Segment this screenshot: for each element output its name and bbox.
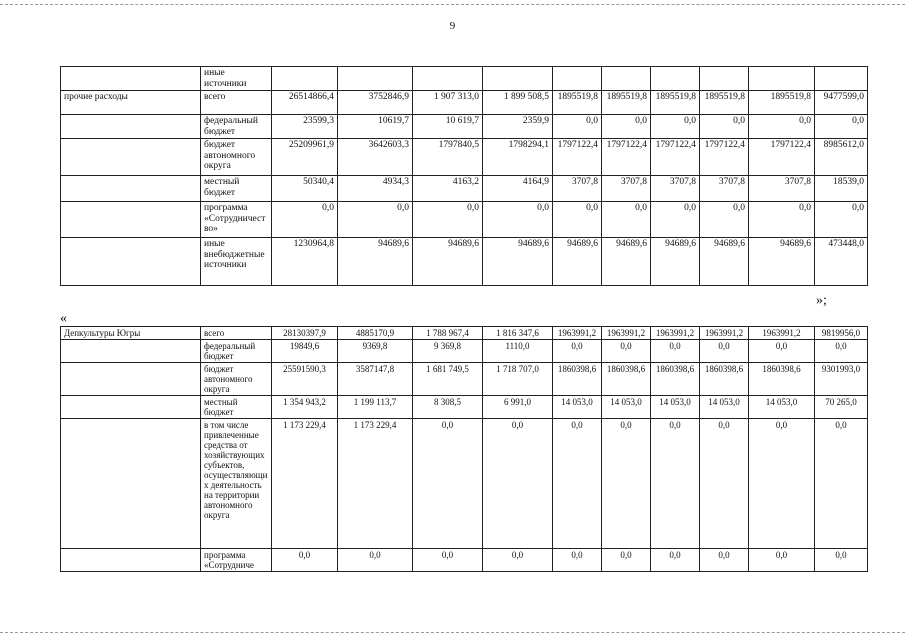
value-cell: 0,0: [700, 115, 749, 139]
value-cell: 0,0: [602, 202, 651, 238]
row-label: [61, 396, 201, 419]
table-row: [61, 202, 868, 238]
value-cell: 0,0: [413, 549, 483, 572]
value-cell: 1860398,6: [749, 363, 815, 396]
value-cell: 0,0: [553, 202, 602, 238]
table-row: [61, 549, 868, 572]
value-cell: 0,0: [700, 340, 749, 363]
value-cell: 18539,0: [815, 176, 868, 202]
value-cell: 1797122,4: [602, 139, 651, 176]
value-cell: 2359,9: [483, 115, 553, 139]
value-cell: 0,0: [651, 419, 700, 549]
value-cell: 23599,3: [272, 115, 338, 139]
table-row: [61, 363, 868, 396]
value-cell: 1963991,2: [602, 327, 651, 340]
value-cell: 1 899 508,5: [483, 91, 553, 115]
value-cell: 14 053,0: [553, 396, 602, 419]
value-cell: 94689,6: [749, 238, 815, 286]
value-cell: 0,0: [483, 419, 553, 549]
value-cell: 1963991,2: [700, 327, 749, 340]
value-cell: 0,0: [700, 549, 749, 572]
value-cell: 4885170,9: [338, 327, 413, 340]
value-cell: 0,0: [602, 419, 651, 549]
value-cell: 1797122,4: [553, 139, 602, 176]
funding-source: федеральный бюджет: [201, 340, 272, 363]
value-cell: 28130397,9: [272, 327, 338, 340]
value-cell: 14 053,0: [749, 396, 815, 419]
value-cell: 3707,8: [651, 176, 700, 202]
value-cell: 10 619,7: [413, 115, 483, 139]
row-label: [61, 238, 201, 286]
row-label: [61, 115, 201, 139]
row-label: [61, 419, 201, 549]
funding-source: иные источники: [201, 67, 272, 91]
value-cell: 0,0: [602, 549, 651, 572]
value-cell: 1797122,4: [700, 139, 749, 176]
table-row: [61, 67, 868, 91]
value-cell: 0,0: [483, 202, 553, 238]
funding-source: всего: [201, 91, 272, 115]
value-cell: 1860398,6: [651, 363, 700, 396]
value-cell: 0,0: [338, 202, 413, 238]
scan-edge-top: [0, 4, 905, 5]
expenses-table-continued: [60, 66, 868, 286]
value-cell: [815, 67, 868, 91]
value-cell: 9819956,0: [815, 327, 868, 340]
funding-source: бюджет автономного округа: [201, 139, 272, 176]
value-cell: 94689,6: [700, 238, 749, 286]
value-cell: 1895519,8: [602, 91, 651, 115]
row-label: [61, 139, 201, 176]
value-cell: 0,0: [815, 340, 868, 363]
value-cell: 9369,8: [338, 340, 413, 363]
value-cell: 6 991,0: [483, 396, 553, 419]
closing-quote: »;: [816, 293, 827, 308]
row-label: [61, 67, 201, 91]
value-cell: 1797122,4: [651, 139, 700, 176]
value-cell: 0,0: [815, 202, 868, 238]
depkultury-table: [60, 326, 868, 572]
row-label: [61, 202, 201, 238]
value-cell: 1963991,2: [553, 327, 602, 340]
value-cell: 1895519,8: [749, 91, 815, 115]
value-cell: 1798294,1: [483, 139, 553, 176]
page-number: 9: [449, 20, 456, 32]
value-cell: 3587147,8: [338, 363, 413, 396]
value-cell: [338, 67, 413, 91]
value-cell: 94689,6: [602, 238, 651, 286]
value-cell: 4164,9: [483, 176, 553, 202]
opening-quote: «: [60, 311, 67, 326]
table-row: [61, 176, 868, 202]
value-cell: 70 265,0: [815, 396, 868, 419]
value-cell: 0,0: [700, 202, 749, 238]
table-row: [61, 139, 868, 176]
value-cell: 1895519,8: [553, 91, 602, 115]
value-cell: 8985612,0: [815, 139, 868, 176]
value-cell: 3707,8: [749, 176, 815, 202]
value-cell: 0,0: [413, 419, 483, 549]
value-cell: 3707,8: [700, 176, 749, 202]
value-cell: 10619,7: [338, 115, 413, 139]
table-row: [61, 91, 868, 115]
value-cell: 94689,6: [553, 238, 602, 286]
value-cell: 1 788 967,4: [413, 327, 483, 340]
value-cell: 0,0: [749, 202, 815, 238]
value-cell: 1797840,5: [413, 139, 483, 176]
value-cell: [272, 67, 338, 91]
value-cell: 0,0: [553, 549, 602, 572]
value-cell: 0,0: [553, 340, 602, 363]
value-cell: [483, 67, 553, 91]
funding-source: программа «Сотрудниче: [201, 549, 272, 572]
value-cell: 0,0: [749, 340, 815, 363]
funding-source: бюджет автономного округа: [201, 363, 272, 396]
value-cell: 9301993,0: [815, 363, 868, 396]
funding-source: местный бюджет: [201, 396, 272, 419]
funding-source: иные внебюджетные источники: [201, 238, 272, 286]
value-cell: 0,0: [651, 202, 700, 238]
value-cell: [651, 67, 700, 91]
value-cell: 0,0: [602, 115, 651, 139]
value-cell: 26514866,4: [272, 91, 338, 115]
row-label: [61, 340, 201, 363]
table-row: [61, 396, 868, 419]
value-cell: [602, 67, 651, 91]
value-cell: 1 907 313,0: [413, 91, 483, 115]
value-cell: 3707,8: [553, 176, 602, 202]
value-cell: 1 173 229,4: [338, 419, 413, 549]
value-cell: 14 053,0: [700, 396, 749, 419]
value-cell: 0,0: [272, 202, 338, 238]
row-label: [61, 363, 201, 396]
funding-source: всего: [201, 327, 272, 340]
value-cell: 3752846,9: [338, 91, 413, 115]
value-cell: 0,0: [815, 419, 868, 549]
value-cell: 1860398,6: [700, 363, 749, 396]
value-cell: 9 369,8: [413, 340, 483, 363]
value-cell: [749, 67, 815, 91]
value-cell: 0,0: [602, 340, 651, 363]
value-cell: 8 308,5: [413, 396, 483, 419]
value-cell: 1 354 943,2: [272, 396, 338, 419]
value-cell: 50340,4: [272, 176, 338, 202]
value-cell: 1797122,4: [749, 139, 815, 176]
value-cell: 1 681 749,5: [413, 363, 483, 396]
value-cell: 0,0: [272, 549, 338, 572]
value-cell: 1110,0: [483, 340, 553, 363]
value-cell: 0,0: [749, 549, 815, 572]
value-cell: 19849,6: [272, 340, 338, 363]
funding-source: в том числе привлеченные средства от хозяйствующих субъектов, осуществляющих деятельность на территории автономного округа: [201, 419, 272, 549]
table-row: [61, 115, 868, 139]
value-cell: 3707,8: [602, 176, 651, 202]
value-cell: 0,0: [413, 202, 483, 238]
row-label: [61, 176, 201, 202]
value-cell: 9477599,0: [815, 91, 868, 115]
funding-source: программа «Сотрудничество»: [201, 202, 272, 238]
funding-source: местный бюджет: [201, 176, 272, 202]
value-cell: 0,0: [651, 115, 700, 139]
row-label: [61, 549, 201, 572]
value-cell: 473448,0: [815, 238, 868, 286]
value-cell: 94689,6: [413, 238, 483, 286]
value-cell: [553, 67, 602, 91]
value-cell: [700, 67, 749, 91]
table-row: [61, 419, 868, 549]
value-cell: 0,0: [700, 419, 749, 549]
value-cell: 1895519,8: [651, 91, 700, 115]
funding-source: федеральный бюджет: [201, 115, 272, 139]
value-cell: 1 718 707,0: [483, 363, 553, 396]
value-cell: 0,0: [815, 549, 868, 572]
row-label: Депкультуры Югры: [61, 327, 201, 340]
value-cell: 1860398,6: [602, 363, 651, 396]
value-cell: 1895519,8: [700, 91, 749, 115]
value-cell: 4934,3: [338, 176, 413, 202]
value-cell: 1 173 229,4: [272, 419, 338, 549]
value-cell: 25209961,9: [272, 139, 338, 176]
row-label: прочие расходы: [61, 91, 201, 115]
value-cell: 0,0: [483, 549, 553, 572]
value-cell: 94689,6: [338, 238, 413, 286]
value-cell: 25591590,3: [272, 363, 338, 396]
table-row: [61, 327, 868, 340]
value-cell: 94689,6: [651, 238, 700, 286]
value-cell: 14 053,0: [602, 396, 651, 419]
value-cell: 3642603,3: [338, 139, 413, 176]
value-cell: 0,0: [338, 549, 413, 572]
scan-edge-bottom: [0, 632, 905, 633]
value-cell: 1 199 113,7: [338, 396, 413, 419]
value-cell: 0,0: [749, 419, 815, 549]
value-cell: 1963991,2: [651, 327, 700, 340]
table-row: [61, 238, 868, 286]
value-cell: 94689,6: [483, 238, 553, 286]
table-row: [61, 340, 868, 363]
value-cell: 0,0: [815, 115, 868, 139]
value-cell: 1 816 347,6: [483, 327, 553, 340]
value-cell: 0,0: [651, 340, 700, 363]
value-cell: 1963991,2: [749, 327, 815, 340]
value-cell: 14 053,0: [651, 396, 700, 419]
value-cell: 0,0: [749, 115, 815, 139]
value-cell: 1230964,8: [272, 238, 338, 286]
value-cell: 4163,2: [413, 176, 483, 202]
value-cell: 0,0: [553, 419, 602, 549]
value-cell: 0,0: [553, 115, 602, 139]
value-cell: [413, 67, 483, 91]
value-cell: 1860398,6: [553, 363, 602, 396]
value-cell: 0,0: [651, 549, 700, 572]
